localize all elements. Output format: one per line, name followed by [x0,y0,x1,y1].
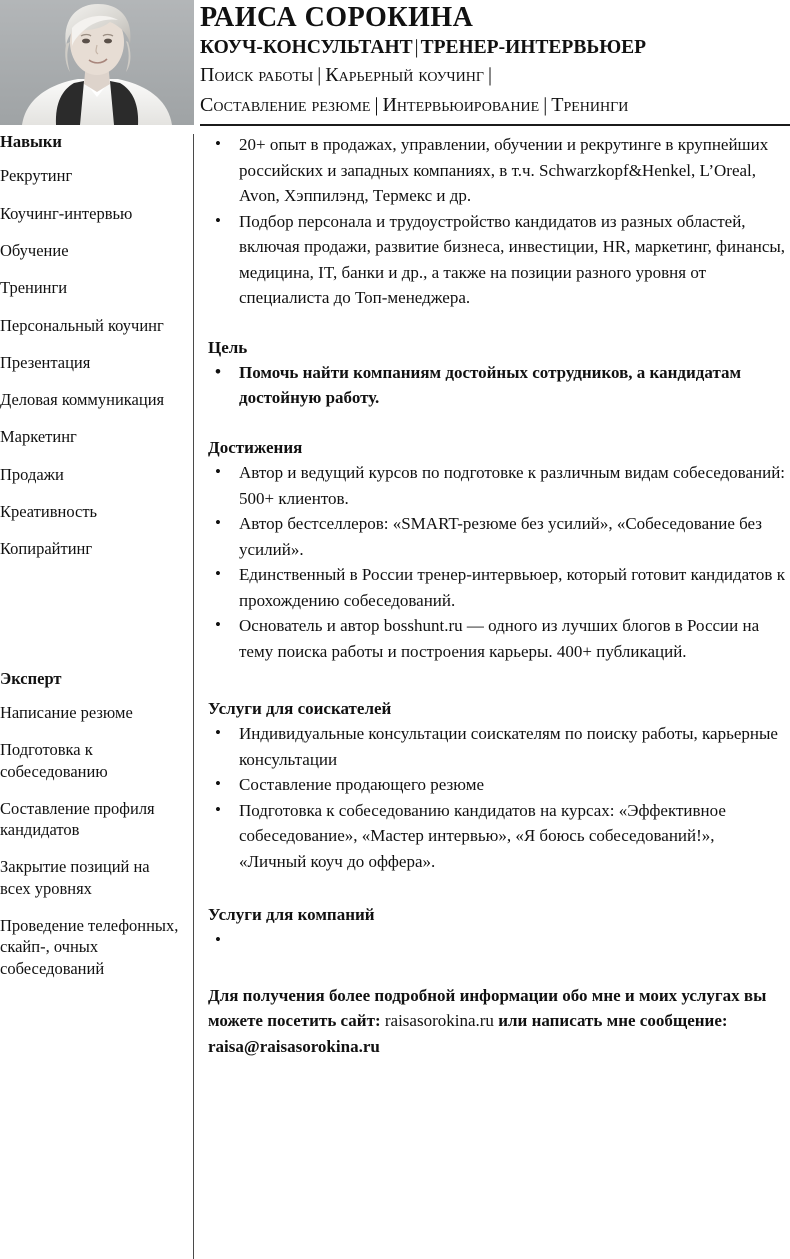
contact-email[interactable]: raisa@raisasorokina.ru [208,1036,380,1056]
resume-body [0,132,790,1259]
list-item: • Подготовка к собеседованию кандидатов на курсах: «Эффективное собеседование», «Мастер интервью», «Я боюсь собеседований!», «Личный коуч до оффера». [208,798,786,875]
section-spacer [208,311,786,337]
services-companies-bullet-list [208,928,786,953]
sidebar-item-expert: Закрытие позиций на всех уровнях [0,857,150,898]
section-heading-services-companies: Услуги для компаний [208,905,375,925]
sidebar-spacer [0,576,180,669]
column-divider [193,134,194,1259]
tagline-resume-writing: Составление резюме [200,93,371,116]
intro-bullet-list [208,132,786,311]
header-text-block [200,0,790,117]
section-heading-goal: Цель [208,337,248,357]
tagline-separator: | [374,93,379,116]
tagline-separator: | [487,64,492,87]
role-right: ТРЕНЕР-ИНТЕРВЬЮЕР [420,37,647,58]
sidebar-item-skill: Продажи [0,464,64,484]
section-spacer [208,411,786,437]
role-separator: | [414,37,419,58]
list-item: • Единственный в России тренер-интервьюер, который готовит кандидатов к прохождению собеседований. [208,562,786,613]
tagline-career-coaching: Карьерный коучинг [325,64,484,87]
sidebar-item-skill: Персональный коучинг [0,315,164,335]
list-item: • Автор и ведущий курсов по подготовке к различным видам собеседований: 500+ клиентов. [208,460,786,511]
services-seekers-bullet-list [208,721,786,874]
tagline-line-1 [200,58,790,87]
list-item: • Помочь найти компаниям достойных сотрудников, а кандидатам достойную работу. [208,360,786,411]
list-item: • Основатель и автор bosshunt.ru — одного из лучших блогов в России на тему поиска работы и построения карьеры. 400+ публикаций. [208,613,786,664]
contact-paragraph [208,983,786,1060]
tagline-separator: | [317,64,322,87]
tagline-interviewing: Интервьюирование [382,93,540,116]
role-left: КОУЧ-КОНСУЛЬТАНТ [200,37,413,58]
sidebar-heading-expert: Эксперт [0,668,62,688]
sidebar-item-expert: Проведение телефонных, скайп-, очных собеседований [0,916,179,978]
list-item: • Составление продающего резюме [208,772,786,798]
section-heading-achievements: Достижения [208,437,303,457]
sidebar-item-expert: Написание резюме [0,703,133,723]
person-name: РАИСА СОРОКИНА [200,2,474,33]
sidebar-item-skill: Рекрутинг [0,166,73,186]
contact-website[interactable]: raisasorokina.ru [384,1011,494,1030]
sidebar [0,132,180,995]
goal-bullet-list [208,360,786,411]
sidebar-item-skill: Обучение [0,241,69,261]
sidebar-item-skill: Коучинг-интервью [0,203,133,223]
main-content [208,132,786,1059]
sidebar-item-expert: Составление профиля кандидатов [0,798,155,840]
contact-text-mid: или написать мне сообщение: [498,1011,728,1030]
tagline-trainings: Тренинги [551,93,629,116]
sidebar-item-skill: Креативность [0,502,98,521]
contact-text-lead: Для получения более подробной информации обо мне и моих услугах вы можете посетить сайт: [208,985,767,1030]
section-heading-services-seekers: Услуги для соискателей [208,699,392,718]
sidebar-item-skill: Тренинги [0,278,68,298]
list-item: • Подбор персонала и трудоустройство кандидатов из разных областей, включая продажи, развитие бизнеса, инвестиции, HR, маркетинг, финансы, медицина, IT, банки и др., а также на позиции разного уровня от специалиста до Топ-менеджера. [208,209,786,311]
sidebar-item-expert: Подготовка к собеседованию [0,740,108,781]
sidebar-item-skill: Деловая коммуникация [0,390,165,410]
list-item: • Автор бестселлеров: «SMART-резюме без усилий», «Собеседование без усилий». [208,511,786,562]
tagline-line-2 [200,88,790,117]
list-item [208,928,786,953]
tagline-job-search: Поиск работы [200,64,314,87]
tagline-separator: | [543,93,548,116]
resume-header [0,0,790,128]
header-divider [200,124,790,126]
section-spacer [208,874,786,904]
sidebar-heading-skills: Навыки [0,132,62,151]
list-item: • 20+ опыт в продажах, управлении, обучении и рекрутинге в крупнейших российских и западных компаниях, в т.ч. Schwarzkopf&Henkel, L’Oreal, Avon, Хэппилэнд, Термекс и др. [208,132,786,209]
section-spacer [208,664,786,698]
sidebar-item-skill: Презентация [0,352,91,372]
list-item: • Индивидуальные консультации соискателям по поиску работы, карьерные консультации [208,721,786,772]
portrait-photo [0,0,194,125]
sidebar-item-skill: Копирайтинг [0,539,93,559]
person-role [200,32,790,58]
achievements-bullet-list [208,460,786,664]
sidebar-item-skill: Маркетинг [0,427,77,447]
section-spacer [208,953,786,983]
